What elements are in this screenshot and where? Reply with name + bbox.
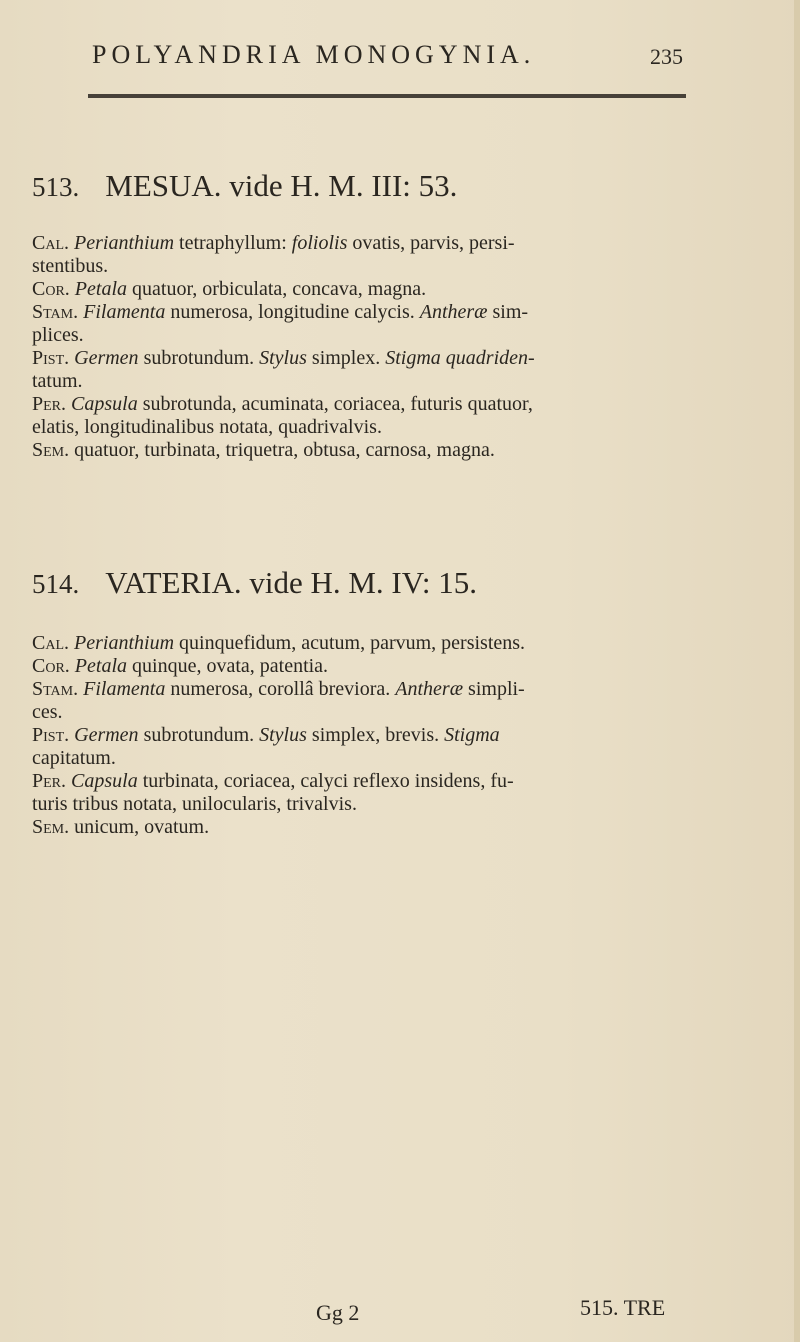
term-italic: Germen	[74, 724, 139, 746]
line-text: quatuor, orbiculata, concava, magna.	[127, 278, 427, 300]
line-text: ces.	[32, 701, 63, 723]
line-text: sim-	[487, 301, 529, 323]
description-line	[32, 816, 690, 839]
line-label: Pist.	[32, 724, 75, 746]
entry-514-heading	[32, 565, 477, 601]
line-text: tetraphyllum:	[174, 232, 292, 254]
term-italic: Antheræ	[395, 678, 464, 700]
catchword: 515. TRE	[580, 1295, 666, 1320]
description-line	[32, 701, 690, 724]
line-text: numerosa, longitudine calycis.	[165, 301, 420, 323]
term-italic: Stylus	[259, 347, 307, 369]
description-line	[32, 278, 690, 301]
description-line	[32, 655, 690, 678]
line-text: ovatis, parvis, persi-	[347, 232, 515, 254]
line-label: Sem.	[32, 816, 75, 838]
line-text: tatum.	[32, 370, 83, 392]
term-italic: Petala	[74, 278, 128, 300]
description-line	[32, 724, 690, 747]
line-label: Pist.	[32, 347, 75, 369]
line-label: Cal.	[32, 632, 75, 654]
term-italic: Stylus	[259, 724, 307, 746]
line-label: Stam.	[32, 678, 84, 700]
term-italic: Capsula	[71, 393, 138, 415]
term-italic: Germen	[74, 347, 139, 369]
line-text: numerosa, corollâ breviora.	[165, 678, 396, 700]
line-label: Sem.	[32, 439, 75, 461]
line-text: stentibus.	[32, 255, 109, 277]
line-text: capitatum.	[32, 747, 116, 769]
line-label: Per.	[32, 770, 72, 792]
description-line	[32, 770, 690, 793]
description-line	[32, 793, 690, 816]
line-text: subrotundum.	[138, 347, 260, 369]
entry-number: 514.	[32, 569, 80, 599]
description-line	[32, 678, 690, 701]
description-line	[32, 232, 690, 255]
line-label: Cor.	[32, 278, 75, 300]
line-text: quinquefidum, acutum, parvum, persistens.	[174, 632, 526, 654]
description-line	[32, 255, 690, 278]
line-label: Cal.	[32, 232, 75, 254]
entry-513-description	[32, 232, 690, 462]
description-line	[32, 393, 690, 416]
entry-number: 513.	[32, 172, 80, 202]
running-header-title: POLYANDRIA MONOGYNIA.	[92, 40, 536, 69]
line-text: turbinata, coriacea, calyci reflexo insidens, fu-	[137, 770, 514, 792]
signature-mark: Gg 2	[316, 1300, 360, 1325]
term-italic: Capsula	[71, 770, 138, 792]
header-rule	[88, 94, 686, 98]
stigma-term: Stigma quadriden-	[385, 347, 535, 369]
line-text: simplex, brevis.	[306, 724, 445, 746]
page-number: 235	[650, 44, 683, 69]
term-italic: foliolis	[291, 232, 348, 254]
description-line	[32, 747, 690, 770]
description-line	[32, 632, 690, 655]
line-label: Stam.	[32, 301, 84, 323]
description-line	[32, 301, 690, 324]
line-text: subrotundum.	[138, 724, 260, 746]
description-line	[32, 370, 690, 393]
line-text: turis tribus notata, unilocularis, trivalvis.	[32, 793, 357, 815]
description-line	[32, 347, 690, 370]
line-text: quatuor, turbinata, triquetra, obtusa, carnosa, magna.	[74, 439, 495, 461]
line-text: subrotunda, acuminata, coriacea, futuris quatuor,	[137, 393, 533, 415]
entry-513-heading	[32, 168, 457, 204]
line-label: Per.	[32, 393, 72, 415]
term-italic: Filamenta	[83, 301, 166, 323]
description-line	[32, 324, 690, 347]
term-italic: Filamenta	[83, 678, 166, 700]
term-italic: Perianthium	[74, 232, 175, 254]
term-italic: Antheræ	[419, 301, 488, 323]
entry-514-description	[32, 632, 690, 839]
line-label: Cor.	[32, 655, 75, 677]
description-line	[32, 416, 690, 439]
description-line	[32, 439, 690, 462]
line-text: quinque, ovata, patentia.	[127, 655, 329, 677]
term-italic: Perianthium	[74, 632, 175, 654]
line-text: plices.	[32, 324, 84, 346]
genus-heading: VATERIA. vide H. M. IV: 15.	[105, 565, 477, 600]
page-edge	[794, 0, 800, 1342]
line-text: elatis, longitudinalibus notata, quadrivalvis.	[32, 416, 382, 438]
term-italic: Petala	[74, 655, 128, 677]
stigma-term: Stigma	[444, 724, 500, 746]
line-text: simplex.	[306, 347, 386, 369]
genus-heading: MESUA. vide H. M. III: 53.	[105, 168, 458, 203]
line-text: unicum, ovatum.	[74, 816, 210, 838]
line-text: simpli-	[463, 678, 525, 700]
